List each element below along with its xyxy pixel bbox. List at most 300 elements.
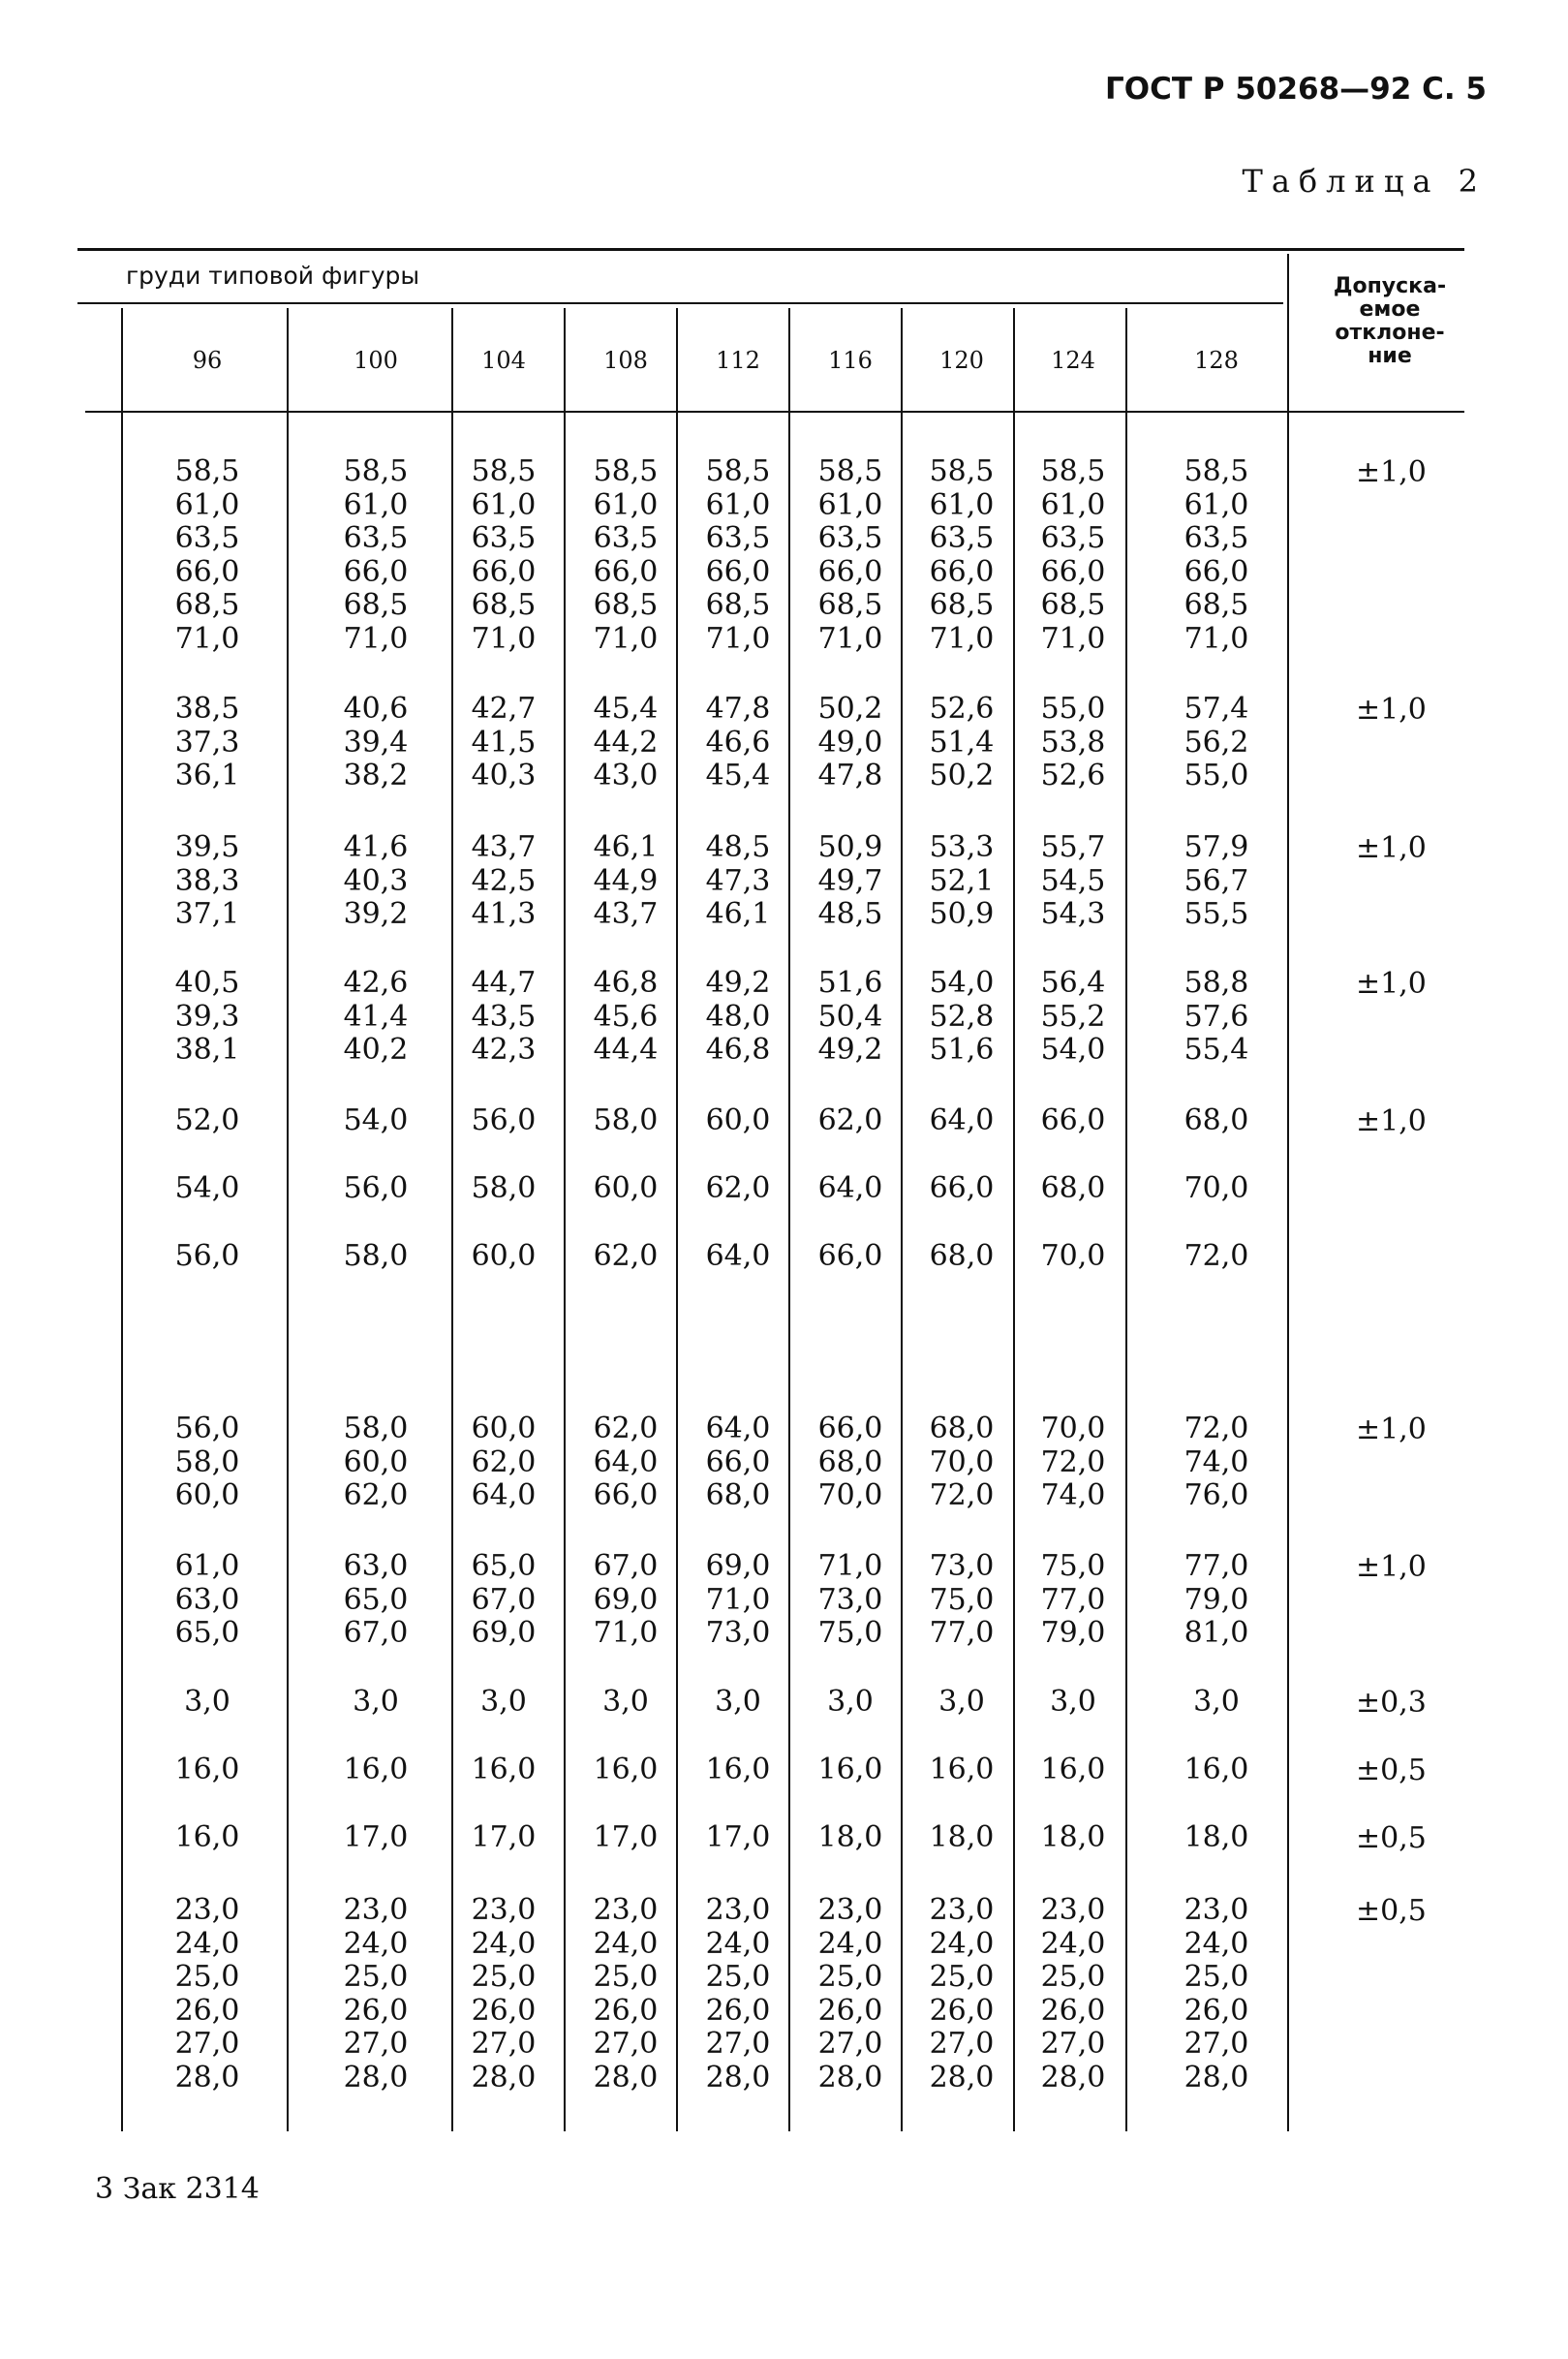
table-cell: 26,0 — [817, 1993, 883, 2028]
table-cell: 56,7 — [1184, 863, 1249, 898]
table-cell: 25,0 — [1040, 1960, 1106, 1994]
table-cell: 61,0 — [343, 487, 409, 522]
table-cell: 71,0 — [1184, 621, 1249, 656]
table-cell: 24,0 — [593, 1926, 659, 1961]
table-cell: 70,0 — [1184, 1171, 1249, 1205]
table-cell: 28,0 — [593, 2060, 659, 2095]
table-cell: 16,0 — [1184, 1753, 1249, 1786]
table-cell: 40,2 — [343, 1033, 409, 1067]
table-cell: 24,0 — [1040, 1926, 1106, 1961]
table-cell: 28,0 — [343, 2060, 409, 2095]
table-cell: 58,8 — [1184, 966, 1249, 1000]
table-cell: 58,5 — [929, 454, 995, 488]
table-cell: 25,0 — [929, 1960, 995, 1994]
table-label: Таблица 2 — [1242, 163, 1487, 200]
table-cell: 64,0 — [705, 1412, 771, 1445]
table-cell: 71,0 — [1040, 621, 1106, 656]
table-cell: 62,0 — [343, 1478, 409, 1512]
column-divider — [564, 308, 566, 2131]
table-cell: 50,9 — [929, 897, 995, 931]
table-cell: 41,5 — [471, 725, 537, 760]
table-cell: 61,0 — [705, 487, 771, 522]
table-cell: 71,0 — [705, 621, 771, 656]
table-cell: 57,6 — [1184, 999, 1249, 1034]
table-cell: 16,0 — [471, 1753, 537, 1786]
column-header: 112 — [716, 347, 760, 374]
table-cell: 45,4 — [705, 759, 771, 792]
table-cell: 69,0 — [705, 1549, 771, 1583]
table-cell: 71,0 — [343, 621, 409, 656]
table-cell: 69,0 — [471, 1616, 537, 1650]
table-cell: 25,0 — [1184, 1960, 1249, 1994]
table-cell: 68,0 — [817, 1444, 883, 1479]
table-cell: 37,3 — [174, 725, 240, 760]
table-cell: 77,0 — [929, 1616, 995, 1650]
table-cell: 66,0 — [817, 1239, 883, 1273]
table-cell: 23,0 — [471, 1893, 537, 1927]
table-cell: 68,5 — [1184, 588, 1249, 622]
table-cell: 68,5 — [593, 588, 659, 622]
table-cell: 52,8 — [929, 999, 995, 1034]
table-cell: 47,3 — [705, 863, 771, 898]
deviation-header: Допуска- емое отклоне- ние — [1333, 274, 1447, 368]
table-cell: 17,0 — [343, 1820, 409, 1854]
table-cell: 49,2 — [817, 1033, 883, 1067]
deviation-value: ±1,0 — [1356, 693, 1427, 727]
table-cell: 24,0 — [471, 1926, 537, 1961]
table-cell: 25,0 — [705, 1960, 771, 1994]
table-cell: 74,0 — [1040, 1478, 1106, 1512]
table-cell: 66,0 — [705, 1444, 771, 1479]
column-header: 128 — [1194, 347, 1239, 374]
table-cell: 46,6 — [705, 725, 771, 760]
table-cell: 70,0 — [1040, 1239, 1106, 1273]
table-cell: 25,0 — [174, 1960, 240, 1994]
table-cell: 47,8 — [817, 759, 883, 792]
table-cell: 54,5 — [1040, 863, 1106, 898]
table-cell: 38,1 — [174, 1033, 240, 1067]
table-cell: 28,0 — [471, 2060, 537, 2095]
table-cell: 52,6 — [1040, 759, 1106, 792]
table-cell: 67,0 — [593, 1549, 659, 1583]
table-cell: 24,0 — [1184, 1926, 1249, 1961]
table-cell: 68,5 — [471, 588, 537, 622]
table-cell: 48,0 — [705, 999, 771, 1034]
table-cell: 28,0 — [929, 2060, 995, 2095]
table-cell: 61,0 — [929, 487, 995, 522]
table-cell: 66,0 — [1040, 1103, 1106, 1137]
table-cell: 57,4 — [1184, 692, 1249, 726]
table-cell: 3,0 — [938, 1685, 985, 1719]
table-cell: 62,0 — [593, 1412, 659, 1445]
table-cell: 28,0 — [817, 2060, 883, 2095]
table-cell: 16,0 — [593, 1753, 659, 1786]
table-cell: 40,3 — [343, 863, 409, 898]
table-cell: 27,0 — [817, 2027, 883, 2061]
table-cell: 23,0 — [817, 1893, 883, 1927]
table-cell: 41,3 — [471, 897, 537, 931]
table-cell: 38,3 — [174, 863, 240, 898]
table-cell: 26,0 — [929, 1993, 995, 2028]
table-cell: 50,9 — [817, 830, 883, 864]
table-cell: 37,1 — [174, 897, 240, 931]
table-cell: 56,0 — [174, 1239, 240, 1273]
table-cell: 66,0 — [817, 1412, 883, 1445]
table-cell: 45,6 — [593, 999, 659, 1034]
deviation-value: ±0,5 — [1356, 1821, 1427, 1855]
table-cell: 54,0 — [343, 1103, 409, 1137]
table-cell: 79,0 — [1184, 1582, 1249, 1617]
table-cell: 25,0 — [343, 1960, 409, 1994]
table-cell: 66,0 — [343, 554, 409, 589]
table-cell: 66,0 — [593, 1478, 659, 1512]
table-cell: 61,0 — [471, 487, 537, 522]
table-cell: 41,6 — [343, 830, 409, 864]
table-cell: 52,1 — [929, 863, 995, 898]
column-header: 108 — [603, 347, 648, 374]
table-cell: 43,7 — [593, 897, 659, 931]
table-cell: 50,2 — [817, 692, 883, 726]
table-cell: 24,0 — [705, 1926, 771, 1961]
table-cell: 54,0 — [929, 966, 995, 1000]
table-cell: 58,5 — [1184, 454, 1249, 488]
table-cell: 60,0 — [705, 1103, 771, 1137]
table-cell: 66,0 — [1040, 554, 1106, 589]
table-cell: 77,0 — [1040, 1582, 1106, 1617]
table-cell: 26,0 — [1184, 1993, 1249, 2028]
table-cell: 25,0 — [817, 1960, 883, 1994]
table-cell: 72,0 — [929, 1478, 995, 1512]
table-cell: 52,0 — [174, 1103, 240, 1137]
column-header: 100 — [354, 347, 398, 374]
table-cell: 71,0 — [705, 1582, 771, 1617]
table-cell: 66,0 — [593, 554, 659, 589]
column-header: 124 — [1051, 347, 1095, 374]
table-cell: 61,0 — [174, 1549, 240, 1583]
table-cell: 57,9 — [1184, 830, 1249, 864]
table-cell: 42,6 — [343, 966, 409, 1000]
table-cell: 3,0 — [480, 1685, 527, 1719]
table-cell: 16,0 — [174, 1820, 240, 1854]
table-cell: 25,0 — [593, 1960, 659, 1994]
table-cell: 58,0 — [343, 1239, 409, 1273]
table-cell: 58,5 — [817, 454, 883, 488]
table-cell: 23,0 — [705, 1893, 771, 1927]
table-cell: 16,0 — [929, 1753, 995, 1786]
table-cell: 42,3 — [471, 1033, 537, 1067]
deviation-value: ±1,0 — [1356, 1104, 1427, 1138]
table-cell: 64,0 — [817, 1171, 883, 1205]
table-cell: 66,0 — [1184, 554, 1249, 589]
table-cell: 63,5 — [1184, 521, 1249, 555]
table-cell: 24,0 — [817, 1926, 883, 1961]
deviation-value: ±1,0 — [1356, 1550, 1427, 1584]
table-top-rule — [77, 248, 1464, 251]
column-divider — [121, 308, 123, 2131]
header-bottom-rule — [85, 411, 1464, 413]
table-cell: 68,5 — [343, 588, 409, 622]
table-cell: 58,5 — [705, 454, 771, 488]
table-cell: 46,8 — [705, 1033, 771, 1067]
table-cell: 66,0 — [705, 554, 771, 589]
table-cell: 65,0 — [174, 1616, 240, 1650]
table-cell: 55,5 — [1184, 897, 1249, 931]
table-cell: 53,3 — [929, 830, 995, 864]
table-cell: 27,0 — [1184, 2027, 1249, 2061]
table-cell: 58,0 — [174, 1444, 240, 1479]
table-cell: 28,0 — [174, 2060, 240, 2095]
table-cell: 27,0 — [174, 2027, 240, 2061]
table-cell: 60,0 — [343, 1444, 409, 1479]
table-cell: 66,0 — [471, 554, 537, 589]
table-cell: 64,0 — [705, 1239, 771, 1273]
table-cell: 63,5 — [471, 521, 537, 555]
table-cell: 50,4 — [817, 999, 883, 1034]
table-cell: 18,0 — [929, 1820, 995, 1854]
table-cell: 17,0 — [705, 1820, 771, 1854]
table-cell: 23,0 — [1040, 1893, 1106, 1927]
table-cell: 65,0 — [471, 1549, 537, 1583]
table-cell: 60,0 — [174, 1478, 240, 1512]
table-cell: 46,1 — [705, 897, 771, 931]
table-cell: 55,2 — [1040, 999, 1106, 1034]
table-cell: 38,2 — [343, 759, 409, 792]
table-cell: 58,5 — [1040, 454, 1106, 488]
table-cell: 40,5 — [174, 966, 240, 1000]
table-cell: 68,0 — [929, 1239, 995, 1273]
table-cell: 54,0 — [174, 1171, 240, 1205]
table-cell: 75,0 — [817, 1616, 883, 1650]
footer-note: 3 Зак 2314 — [95, 2172, 260, 2206]
table-cell: 51,6 — [929, 1033, 995, 1067]
table-cell: 43,5 — [471, 999, 537, 1034]
table-cell: 63,5 — [593, 521, 659, 555]
table-cell: 66,0 — [929, 1171, 995, 1205]
table-cell: 62,0 — [705, 1171, 771, 1205]
table-cell: 27,0 — [1040, 2027, 1106, 2061]
table-cell: 48,5 — [817, 897, 883, 931]
table-cell: 70,0 — [929, 1444, 995, 1479]
table-cell: 3,0 — [715, 1685, 761, 1719]
table-cell: 61,0 — [174, 487, 240, 522]
table-cell: 23,0 — [593, 1893, 659, 1927]
deviation-value: ±1,0 — [1356, 455, 1427, 489]
table-cell: 63,5 — [705, 521, 771, 555]
table-cell: 39,2 — [343, 897, 409, 931]
table-cell: 23,0 — [174, 1893, 240, 1927]
table-cell: 62,0 — [817, 1103, 883, 1137]
table-cell: 26,0 — [471, 1993, 537, 2028]
table-cell: 18,0 — [817, 1820, 883, 1854]
table-cell: 61,0 — [1040, 487, 1106, 522]
table-cell: 27,0 — [705, 2027, 771, 2061]
table-cell: 51,4 — [929, 725, 995, 760]
table-cell: 48,5 — [705, 830, 771, 864]
table-cell: 28,0 — [705, 2060, 771, 2095]
table-cell: 64,0 — [929, 1103, 995, 1137]
table-cell: 71,0 — [817, 621, 883, 656]
table-cell: 67,0 — [471, 1582, 537, 1617]
table-cell: 56,0 — [174, 1412, 240, 1445]
table-cell: 27,0 — [471, 2027, 537, 2061]
table-cell: 56,2 — [1184, 725, 1249, 760]
table-cell: 3,0 — [1050, 1685, 1096, 1719]
table-cell: 27,0 — [929, 2027, 995, 2061]
table-cell: 66,0 — [174, 554, 240, 589]
table-cell: 49,2 — [705, 966, 771, 1000]
table-cell: 46,1 — [593, 830, 659, 864]
table-cell: 42,5 — [471, 863, 537, 898]
table-cell: 63,5 — [1040, 521, 1106, 555]
table-cell: 75,0 — [929, 1582, 995, 1617]
table-cell: 58,5 — [174, 454, 240, 488]
table-cell: 65,0 — [343, 1582, 409, 1617]
table-cell: 26,0 — [593, 1993, 659, 2028]
table-cell: 68,5 — [705, 588, 771, 622]
table-cell: 72,0 — [1184, 1412, 1249, 1445]
table-cell: 68,0 — [929, 1412, 995, 1445]
table-cell: 27,0 — [593, 2027, 659, 2061]
table-cell: 24,0 — [343, 1926, 409, 1961]
table-cell: 43,7 — [471, 830, 537, 864]
table-cell: 71,0 — [593, 1616, 659, 1650]
table-cell: 70,0 — [817, 1478, 883, 1512]
table-cell: 47,8 — [705, 692, 771, 726]
table-cell: 39,4 — [343, 725, 409, 760]
table-cell: 39,5 — [174, 830, 240, 864]
caption-rule — [77, 302, 1283, 304]
table-cell: 17,0 — [471, 1820, 537, 1854]
column-header: 96 — [192, 347, 223, 374]
column-header: 120 — [939, 347, 984, 374]
table-cell: 3,0 — [353, 1685, 399, 1719]
table-cell: 70,0 — [1040, 1412, 1106, 1445]
table-cell: 68,5 — [1040, 588, 1106, 622]
table-cell: 60,0 — [471, 1239, 537, 1273]
table-cell: 68,0 — [705, 1478, 771, 1512]
table-cell: 60,0 — [471, 1412, 537, 1445]
table-cell: 23,0 — [1184, 1893, 1249, 1927]
table-cell: 72,0 — [1040, 1444, 1106, 1479]
table-cell: 61,0 — [817, 487, 883, 522]
table-cell: 58,5 — [593, 454, 659, 488]
table-cell: 73,0 — [817, 1582, 883, 1617]
deviation-value: ±1,0 — [1356, 1412, 1427, 1446]
table-cell: 44,4 — [593, 1033, 659, 1067]
table-cell: 68,0 — [1184, 1103, 1249, 1137]
table-cell: 76,0 — [1184, 1478, 1249, 1512]
table-cell: 58,5 — [471, 454, 537, 488]
table-cell: 62,0 — [471, 1444, 537, 1479]
table-cell: 3,0 — [1193, 1685, 1240, 1719]
table-cell: 18,0 — [1184, 1820, 1249, 1854]
table-cell: 54,3 — [1040, 897, 1106, 931]
table-cell: 44,2 — [593, 725, 659, 760]
table-cell: 67,0 — [343, 1616, 409, 1650]
table-cell: 69,0 — [593, 1582, 659, 1617]
table-cell: 58,5 — [343, 454, 409, 488]
table-cell: 51,6 — [817, 966, 883, 1000]
table-cell: 61,0 — [593, 487, 659, 522]
table-cell: 56,0 — [343, 1171, 409, 1205]
table-cell: 24,0 — [174, 1926, 240, 1961]
table-cell: 68,5 — [929, 588, 995, 622]
table-cell: 73,0 — [705, 1616, 771, 1650]
table-cell: 23,0 — [929, 1893, 995, 1927]
table-cell: 71,0 — [593, 621, 659, 656]
column-header: 116 — [828, 347, 873, 374]
table-cell: 3,0 — [184, 1685, 231, 1719]
table-cell: 26,0 — [343, 1993, 409, 2028]
table-cell: 18,0 — [1040, 1820, 1106, 1854]
table-cell: 17,0 — [593, 1820, 659, 1854]
table-cell: 16,0 — [343, 1753, 409, 1786]
table-cell: 55,0 — [1040, 692, 1106, 726]
table-cell: 55,7 — [1040, 830, 1106, 864]
table-cell: 45,4 — [593, 692, 659, 726]
table-cell: 58,0 — [343, 1412, 409, 1445]
table-cell: 28,0 — [1040, 2060, 1106, 2095]
table-cell: 44,7 — [471, 966, 537, 1000]
table-cell: 3,0 — [602, 1685, 649, 1719]
table-cell: 26,0 — [705, 1993, 771, 2028]
table-cell: 71,0 — [929, 621, 995, 656]
table-cell: 16,0 — [1040, 1753, 1106, 1786]
table-cell: 79,0 — [1040, 1616, 1106, 1650]
table-cell: 71,0 — [817, 1549, 883, 1583]
table-cell: 63,5 — [174, 521, 240, 555]
table-cell: 40,6 — [343, 692, 409, 726]
table-cell: 77,0 — [1184, 1549, 1249, 1583]
table-cell: 40,3 — [471, 759, 537, 792]
table-cell: 27,0 — [343, 2027, 409, 2061]
table-cell: 3,0 — [827, 1685, 874, 1719]
table-cell: 64,0 — [593, 1444, 659, 1479]
deviation-value: ±0,3 — [1356, 1686, 1427, 1720]
deviation-value: ±1,0 — [1356, 967, 1427, 1001]
table-cell: 71,0 — [471, 621, 537, 656]
table-cell: 16,0 — [174, 1753, 240, 1786]
table-cell: 60,0 — [593, 1171, 659, 1205]
table-cell: 68,5 — [174, 588, 240, 622]
table-cell: 52,6 — [929, 692, 995, 726]
table-cell: 63,0 — [174, 1582, 240, 1617]
table-cell: 73,0 — [929, 1549, 995, 1583]
table-cell: 38,5 — [174, 692, 240, 726]
table-cell: 63,5 — [343, 521, 409, 555]
table-cell: 62,0 — [593, 1239, 659, 1273]
table-cell: 26,0 — [174, 1993, 240, 2028]
table-cell: 58,0 — [471, 1171, 537, 1205]
table-cell: 49,0 — [817, 725, 883, 760]
deviation-value: ±1,0 — [1356, 831, 1427, 865]
table-cell: 46,8 — [593, 966, 659, 1000]
table-cell: 56,0 — [471, 1103, 537, 1137]
table-cell: 66,0 — [929, 554, 995, 589]
table-cell: 43,0 — [593, 759, 659, 792]
table-cell: 24,0 — [929, 1926, 995, 1961]
deviation-value: ±0,5 — [1356, 1894, 1427, 1928]
deviation-value: ±0,5 — [1356, 1754, 1427, 1787]
table-cell: 75,0 — [1040, 1549, 1106, 1583]
table-cell: 74,0 — [1184, 1444, 1249, 1479]
column-header: 104 — [481, 347, 526, 374]
table-cell: 56,4 — [1040, 966, 1106, 1000]
table-cell: 41,4 — [343, 999, 409, 1034]
table-cell: 53,8 — [1040, 725, 1106, 760]
table-cell: 55,0 — [1184, 759, 1249, 792]
table-cell: 63,0 — [343, 1549, 409, 1583]
